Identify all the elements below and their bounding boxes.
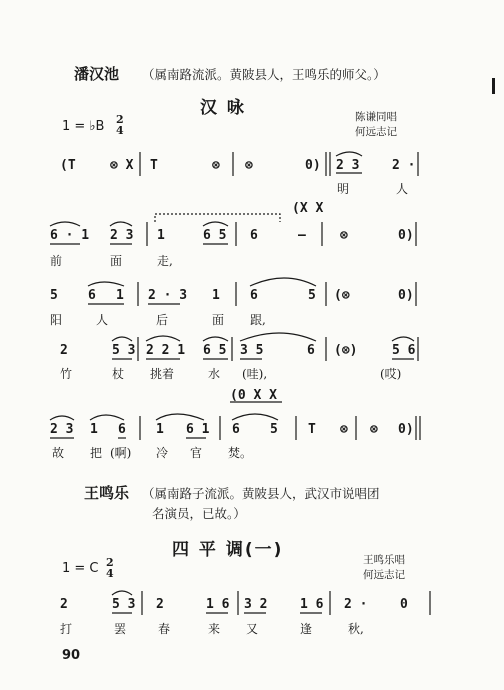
note: 6 (307, 343, 315, 358)
note: ⊗ X (110, 158, 134, 173)
lyric: 阳 (50, 313, 63, 327)
note: 5 (50, 288, 58, 303)
slur (203, 222, 228, 226)
note: 2 3 (110, 228, 134, 243)
note: 1 (156, 422, 164, 437)
lyric: 人 (396, 182, 409, 196)
slur (203, 337, 228, 341)
bracket (155, 214, 280, 222)
page-number: 90 (62, 648, 81, 663)
note: 1 (90, 422, 98, 437)
note: 2 (60, 597, 68, 612)
slur (50, 222, 80, 226)
note: 6 5 (203, 228, 227, 243)
note: 6 (88, 288, 96, 303)
lyric: 逢 (300, 622, 313, 636)
slur (392, 337, 414, 341)
slur (336, 152, 362, 156)
note: 6 · 1 (50, 228, 90, 243)
lyric: (哎) (380, 367, 402, 381)
note: 0) (398, 288, 414, 303)
lyric: 人 (96, 313, 109, 327)
lyric: 打 (60, 622, 73, 636)
note: 6 5 (203, 343, 227, 358)
slur (156, 414, 204, 420)
slur (146, 336, 180, 341)
key-signature-2: 1 = C (62, 561, 99, 576)
lyric: 走, (157, 254, 173, 268)
lyric: 又 (246, 622, 259, 636)
note: ⊗ (340, 422, 348, 437)
lyric: 冷 (156, 446, 169, 460)
note: 6 (118, 422, 126, 437)
lyric: 竹 (60, 367, 73, 381)
note: 6 (250, 288, 258, 303)
percussion-marks: (0 X X (230, 388, 277, 403)
lyric: 水 (208, 367, 221, 381)
lyric: 焚。 (228, 446, 253, 460)
note: (⊗ (334, 288, 350, 303)
lyric: 挑着 (150, 367, 175, 381)
slur (90, 415, 124, 420)
performer-note-2b: 名演员，已故。） (152, 506, 246, 521)
note: 2 (156, 597, 164, 612)
lyric: 来 (208, 622, 221, 636)
note: (T (60, 158, 76, 173)
note: 2 (60, 343, 68, 358)
performer-note-2: （属南路子流派。黄陂县人，武汉市说唱团 (142, 486, 380, 501)
slur (112, 337, 132, 341)
lyric: 秋, (348, 622, 364, 636)
note: ⊗ (245, 158, 253, 173)
note: 6 1 (186, 422, 210, 437)
lyric: (啊) (110, 446, 132, 460)
margin-mark (492, 78, 495, 94)
slur (88, 282, 124, 286)
lyric: 把 (90, 446, 103, 460)
note: 5 3 (112, 343, 136, 358)
lyric: 故 (52, 446, 65, 460)
note: ⊗ (370, 422, 378, 437)
lyric: 面 (212, 313, 225, 327)
note: 0) (398, 228, 414, 243)
note: 0 (400, 597, 408, 612)
credit-singer-1: 陈谦同唱 (355, 111, 397, 123)
note: T (308, 422, 316, 437)
note: 2 3 (50, 422, 74, 437)
note: 1 (212, 288, 220, 303)
lyric: 杖 (112, 367, 125, 381)
note: 1 (157, 228, 165, 243)
note: ⊗ (212, 158, 220, 173)
note: — (298, 228, 306, 243)
note: 1 6 (206, 597, 230, 612)
note: 2 3 (336, 158, 360, 173)
song-title-1: 汉 咏 (200, 98, 246, 118)
note: 5 6 (392, 343, 416, 358)
slur (240, 333, 316, 341)
song-title-2: 四 平 调(一) (172, 540, 284, 560)
percussion-marks: (X X (292, 201, 324, 216)
time-signature-1: 2 4 (116, 113, 124, 137)
time-signature-2: 2 4 (106, 556, 114, 580)
note: 5 3 (112, 597, 136, 612)
performer-name-2: 王鸣乐 (84, 484, 130, 502)
note: (⊗) (334, 343, 358, 358)
key-signature-1: 1 = ♭B (62, 119, 105, 134)
slur (50, 416, 74, 420)
note: 5 (270, 422, 278, 437)
note: 2 2 1 (146, 343, 186, 358)
performer-note-1: （属南路流派。黄陂县人，王鸣乐的师父。） (142, 67, 386, 82)
note: ⊗ (340, 228, 348, 243)
note: 1 6 (300, 597, 324, 612)
lyric: 后 (156, 313, 169, 327)
credit-recorder-2: 何远志记 (363, 569, 405, 581)
note: 5 (308, 288, 316, 303)
note: 6 (232, 422, 240, 437)
note: 1 (116, 288, 124, 303)
note: 2 · 3 (148, 288, 188, 303)
note: T (150, 158, 158, 173)
slur (112, 591, 132, 595)
lyric: 面 (110, 254, 123, 268)
note: 0) (305, 158, 321, 173)
slur (250, 278, 316, 286)
note: 2 · (392, 158, 416, 173)
lyric: (哇), (242, 367, 268, 381)
credit-recorder-1: 何远志记 (355, 126, 397, 138)
lyric: 跟, (250, 313, 266, 327)
lyric: 春 (158, 622, 171, 636)
note: 2 · (344, 597, 368, 612)
credit-singer-2: 王鸣乐唱 (363, 554, 405, 566)
note: 6 (250, 228, 258, 243)
note: 3 2 (244, 597, 268, 612)
note: 3 5 (240, 343, 264, 358)
lyric: 明 (337, 182, 350, 196)
lyric: 前 (50, 254, 63, 268)
slur (232, 414, 278, 420)
performer-name-1: 潘汉池 (74, 65, 120, 83)
lyric: 官 (190, 446, 203, 460)
note: 0) (398, 422, 414, 437)
slur (110, 222, 132, 226)
lyric: 罢 (114, 622, 127, 636)
